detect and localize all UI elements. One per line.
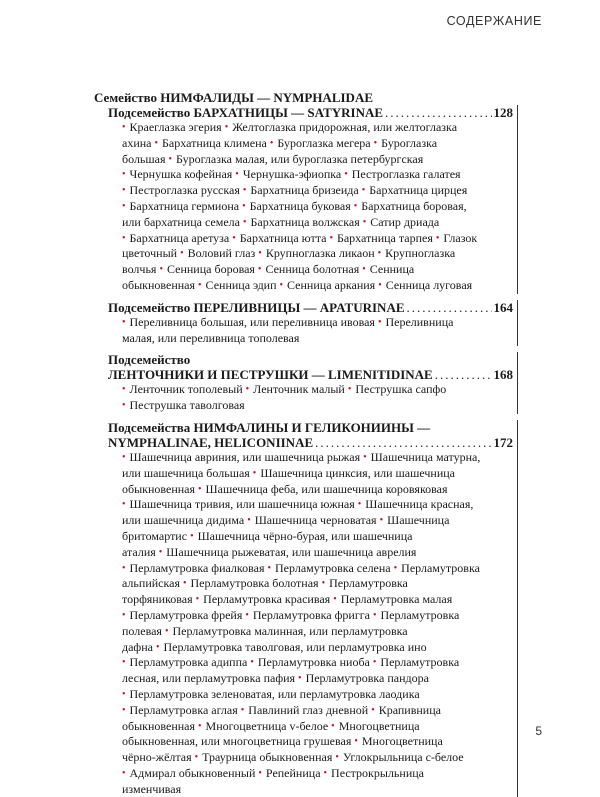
bullet-icon: • [435, 232, 440, 244]
bullet-icon: • [155, 641, 160, 653]
bullet-icon: • [122, 451, 126, 463]
toc-entry-page: 168 [493, 367, 513, 383]
bullet-icon: • [198, 279, 202, 291]
toc-entry-label: Подсемейство [108, 352, 191, 368]
bullet-icon: • [122, 316, 126, 328]
bullet-icon: • [240, 704, 245, 716]
bullet-icon: • [122, 562, 126, 574]
bullet-icon: • [373, 137, 378, 149]
bullet-icon: • [269, 137, 274, 149]
toc-entry-label: Подсемейства НИМФАЛИНЫ И ГЕЛИКОНИИНЫ — [108, 419, 431, 435]
species-line: обыкновенная • Шашечница феба, или шашечница коровяковая [122, 481, 448, 496]
toc-entry-title: ЛЕНТОЧНИКИ И ПЕСТРУШКИ — LIMENITIDINAE [108, 367, 433, 383]
bullet-icon: • [362, 216, 367, 228]
bullet-icon: • [159, 264, 163, 276]
bullet-icon: • [344, 169, 348, 181]
species-line: ахина • Бархатница климена • Буроглазка мегера • Буроглазка [122, 135, 438, 150]
bullet-icon: • [154, 137, 159, 149]
species-line: • Пестроглазка русская • Бархатница бризеида • Бархатница цирцея [122, 183, 468, 198]
species-line: • Перламутровка адиппа • Перламутровка ниоба • Перламутровка [122, 655, 460, 670]
bullet-icon: • [371, 704, 375, 716]
species-line: • Перламутровка зеленоватая, или перламутровка лаодика [122, 686, 420, 701]
leader-dots [407, 300, 492, 315]
bullet-icon: • [245, 384, 250, 396]
page-number: 5 [535, 724, 542, 738]
toc-entry-title: Подсемейство ПЕРЕЛИВНИЦЫ — APATURINAE [108, 299, 405, 315]
species-line: аталия • Шашечница рыжеватая, или шашечница аврелия [122, 544, 417, 559]
toc-entry-page: 172 [493, 434, 513, 450]
bullet-icon: • [257, 264, 262, 276]
toc-section-satyrinae [94, 105, 518, 294]
species-line: или бархатница семела • Бархатница волжская • Сатир дриада [122, 214, 440, 229]
species-line: • Переливница большая, или переливница ивовая • Переливница [122, 314, 454, 329]
species-line: • Перламутровка фрейя • Перламутровка фригга • Перламутровка [122, 607, 460, 622]
species-line: лесная, или перламутровка пафия • Перламутровка пандора [122, 671, 429, 686]
bullet-icon: • [122, 169, 126, 181]
species-list [122, 382, 517, 414]
bullet-icon: • [232, 232, 236, 244]
bullet-icon: • [353, 200, 358, 212]
running-header: СОДЕРЖАНИЕ [446, 14, 542, 28]
bullet-icon: • [377, 248, 382, 260]
bullet-icon: • [224, 122, 229, 133]
bullet-icon: • [242, 185, 247, 197]
species-line: • Бархатница гермиона • Бархатница буковая • Бархатница боровая, [122, 198, 467, 213]
bullet-icon: • [122, 185, 126, 197]
species-line: чёрно-жёлтая • Траурница обыкновенная • Углокрыльница c-белое [122, 750, 464, 765]
toc-entry-page: 128 [493, 105, 513, 120]
species-line: • Краеглазка эгерия • Желтоглазка придорожная, или желтоглазка [122, 120, 458, 134]
species-line: • Чернушка кофейная • Чернушка-эфиопка • Пестроглазка галатея [122, 167, 461, 182]
leader-dots [385, 105, 491, 120]
bullet-icon: • [323, 767, 328, 779]
bullet-icon: • [252, 467, 257, 479]
species-line: • Пеструшка таволговая [122, 398, 245, 413]
bullet-icon: • [361, 185, 366, 197]
species-line: • Перламутровка фиалковая • Перламутровка селена • Перламутровка [122, 560, 480, 575]
bullet-icon: • [158, 546, 163, 558]
toc-section-limenitidinae [94, 352, 518, 414]
species-line: или шашечница большая • Шашечница цинксия, или шашечница [122, 465, 455, 480]
leader-dots [315, 435, 491, 450]
species-line: обыкновенная • Сенница эдип • Сенница аркания • Сенница луговая [122, 277, 473, 292]
bullet-icon: • [393, 562, 398, 574]
bullet-icon: • [122, 704, 126, 716]
toc-section-nymphalinae [94, 420, 518, 797]
bullet-icon: • [245, 609, 249, 621]
bullet-icon: • [347, 384, 352, 396]
bullet-icon: • [354, 736, 358, 748]
toc-entry-limenitidinae[interactable] [108, 367, 517, 382]
bullet-icon: • [379, 515, 384, 527]
bullet-icon: • [377, 316, 382, 328]
bullet-icon: • [267, 562, 271, 574]
toc-section-apaturinae [94, 300, 518, 347]
toc-content [94, 90, 518, 797]
bullet-icon: • [378, 279, 382, 291]
bullet-icon: • [122, 400, 126, 412]
bullet-icon: • [321, 578, 326, 590]
bullet-icon: • [335, 752, 339, 764]
bullet-icon: • [122, 688, 126, 700]
bullet-icon: • [258, 248, 262, 260]
bullet-icon: • [198, 720, 202, 732]
bullet-icon: • [122, 609, 126, 621]
bullet-icon: • [190, 530, 194, 542]
bullet-icon: • [363, 451, 367, 463]
species-line: • Бархатница аретуза • Бархатница ютта • Бархатница тарпея • Глазок [122, 230, 478, 245]
species-line: или шашечница дидима • Шашечница черноватая • Шашечница [122, 513, 450, 528]
bullet-icon: • [122, 384, 126, 396]
bullet-icon: • [122, 767, 126, 779]
bullet-icon: • [362, 264, 366, 276]
species-line: бритомартис • Шашечница чёрно-бурая, или шашечница [122, 528, 413, 543]
bullet-icon: • [247, 515, 251, 527]
bullet-icon: • [372, 657, 377, 669]
toc-entry-title: NYMPHALINAE, HELICONIINAE [108, 434, 314, 450]
bullet-icon: • [329, 232, 333, 244]
bullet-icon: • [182, 578, 187, 590]
bullet-icon: • [168, 153, 173, 165]
species-line: изменчивая [122, 781, 182, 796]
toc-entry-nymphalinae[interactable] [108, 435, 517, 450]
species-line: альпийская • Перламутровка болотная • Перламутровка [122, 576, 408, 591]
bullet-icon: • [258, 767, 262, 779]
species-line: • Адмирал обыкновенный • Репейница • Пестрокрыльница [122, 765, 424, 780]
species-list [122, 450, 517, 797]
bullet-icon: • [122, 200, 126, 212]
bullet-icon: • [331, 720, 335, 732]
bullet-icon: • [195, 594, 200, 606]
species-line: большая • Буроглазка малая, или буроглазка петербургская [122, 151, 424, 166]
bullet-icon: • [373, 609, 377, 621]
leader-dots [435, 367, 492, 382]
species-line: • Шашечница авриния, или шашечница рыжая • Шашечница матурна, [122, 449, 481, 464]
family-heading: Семейство НИМФАЛИДЫ — NYMPHALIDAE [94, 90, 373, 105]
bullet-icon: • [242, 200, 246, 212]
bullet-icon: • [198, 483, 202, 495]
toc-entry-apaturinae[interactable] [108, 300, 517, 315]
bullet-icon: • [235, 169, 239, 181]
bullet-icon: • [164, 625, 169, 637]
species-line: полевая • Перламутровка малинная, или перламутровка [122, 623, 408, 638]
bullet-icon: • [243, 216, 247, 228]
species-line: торфяниковая • Перламутровка красивая • Перламутровка малая [122, 592, 453, 607]
bullet-icon: • [194, 752, 199, 764]
species-line: • Ленточник тополевый • Ленточник малый • Пеструшка сапфо [122, 382, 447, 397]
species-list [122, 120, 517, 294]
toc-entry-title: Подсемейство БАРХАТНИЦЫ — SATYRINAE [108, 105, 384, 120]
species-line: обыкновенная, или многоцветница грушевая • Многоцветница [122, 734, 443, 749]
species-line: дафна • Перламутровка таволговая, или перламутровка ино [122, 639, 427, 654]
bullet-icon: • [279, 279, 284, 291]
toc-entry-page: 164 [493, 299, 513, 315]
species-line: цветочный • Воловий глаз • Крупноглазка ликаон • Крупноглазка [122, 246, 456, 261]
species-list [122, 315, 517, 347]
species-line: малая, или переливница тополевая [122, 330, 300, 345]
bullet-icon: • [122, 499, 126, 511]
bullet-icon: • [250, 657, 254, 669]
bullet-icon: • [298, 673, 302, 685]
bullet-icon: • [357, 499, 362, 511]
toc-entry-satyrinae[interactable] [108, 105, 517, 120]
bullet-icon: • [122, 657, 126, 669]
bullet-icon: • [122, 122, 126, 133]
species-line: • Шашечница тривия, или шашечница южная • Шашечница красная, [122, 497, 474, 512]
bullet-icon: • [180, 248, 184, 260]
species-line: волчья • Сенница боровая • Сенница болотная • Сенница [122, 262, 415, 277]
bullet-icon: • [333, 594, 337, 606]
species-line: • Перламутровка аглая • Павлиний глаз дневной • Крапивница [122, 702, 441, 717]
bullet-icon: • [122, 232, 126, 244]
species-line: обыкновенная • Многоцветница v-белое • Многоцветница [122, 718, 420, 733]
